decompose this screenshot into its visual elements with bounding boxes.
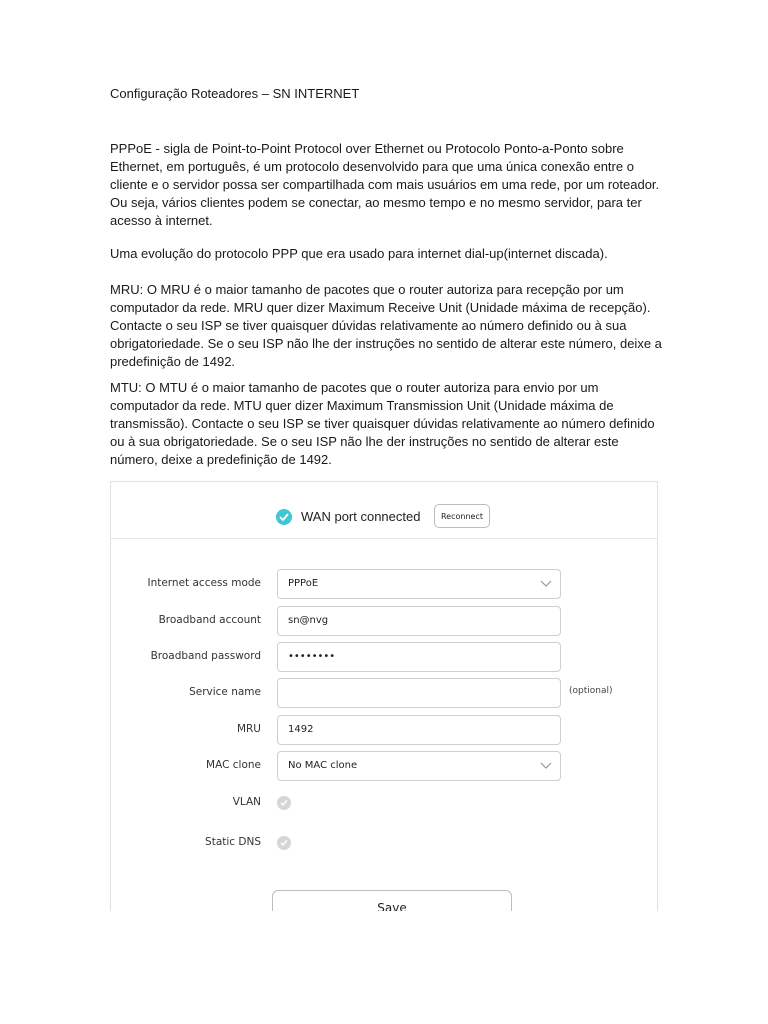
mac-clone-select[interactable] (277, 751, 561, 781)
vlan-toggle[interactable] (277, 796, 291, 810)
service-name-row (111, 678, 657, 708)
mru-paragraph: MRU: O MRU é o maior tamanho de pacotes que o router autoriza para recepção por um computador da rede. MRU quer dizer Maximum Receive Unit (Unidade máxima de recepção). Contacte o seu ISP se tiver quaisquer dúvidas relativamente ao número definido ou à sua obrigatoriedade. Se o seu ISP não lhe der instruções no sentido de alterar este número, deixe a predefinição de 1492. (110, 282, 662, 369)
access-mode-value: PPPoE (288, 578, 319, 589)
wan-status-bar (111, 482, 657, 539)
static-dns-toggle[interactable] (277, 836, 291, 850)
reconnect-button[interactable]: Reconnect (434, 504, 490, 528)
access-mode-select[interactable] (277, 569, 561, 599)
password-input[interactable]: •••••••• (277, 642, 561, 672)
access-mode-row (111, 569, 657, 599)
mru-label: MRU (236, 723, 261, 735)
router-settings-screenshot (110, 481, 658, 911)
account-input[interactable]: sn@nvg (277, 606, 561, 636)
wan-status-text: WAN port connected (301, 509, 421, 524)
account-row (111, 606, 657, 636)
optional-hint: (optional) (569, 686, 613, 696)
mac-clone-value: No MAC clone (288, 760, 358, 771)
mtu-paragraph: MTU: O MTU é o maior tamanho de pacotes que o router autoriza para envio por um computador da rede. MTU quer dizer Maximum Transmission Unit (Unidade máxima de transmissão). Contacte o seu ISP se tiver quaisquer dúvidas relativamente ao número definido ou à sua obrigatoriedade. Se o seu ISP não lhe der instruções no sentido de alterar este número, deixe a predefinição de 1492. (110, 380, 655, 467)
mru-input[interactable]: 1492 (277, 715, 561, 745)
password-row (111, 642, 657, 672)
static-dns-row (111, 828, 657, 858)
static-dns-label: Static DNS (205, 836, 261, 848)
access-mode-label: Internet access mode (147, 577, 261, 589)
pppoe-paragraph: PPPoE - sigla de Point-to-Point Protocol over Ethernet ou Protocolo Ponto-a-Ponto sobre Ethernet, em português, é um protocolo desenvolvido para que uma única conexão entre o cliente e o servidor possa ser compartilhada com mais usuários em uma rede, por um roteador. Ou seja, vários clientes podem se conectar, ao mesmo tempo e no mesmo servidor, para ter acesso à internet. (110, 141, 660, 228)
check-circle-icon (276, 509, 292, 525)
mru-row (111, 715, 657, 745)
service-name-label: Service name (189, 686, 261, 698)
service-name-input[interactable] (277, 678, 561, 708)
document-title: Configuração Roteadores – SN INTERNET (110, 86, 360, 101)
vlan-row (111, 788, 657, 818)
mac-clone-row (111, 751, 657, 781)
chevron-down-icon (540, 762, 552, 770)
mac-clone-label: MAC clone (206, 759, 261, 771)
account-label: Broadband account (158, 614, 261, 626)
chevron-down-icon (540, 580, 552, 588)
ppp-paragraph: Uma evolução do protocolo PPP que era usado para internet dial-up(internet discada). (110, 246, 608, 261)
save-button[interactable]: Save (272, 890, 512, 911)
password-label: Broadband password (150, 650, 261, 662)
vlan-label: VLAN (232, 796, 261, 808)
